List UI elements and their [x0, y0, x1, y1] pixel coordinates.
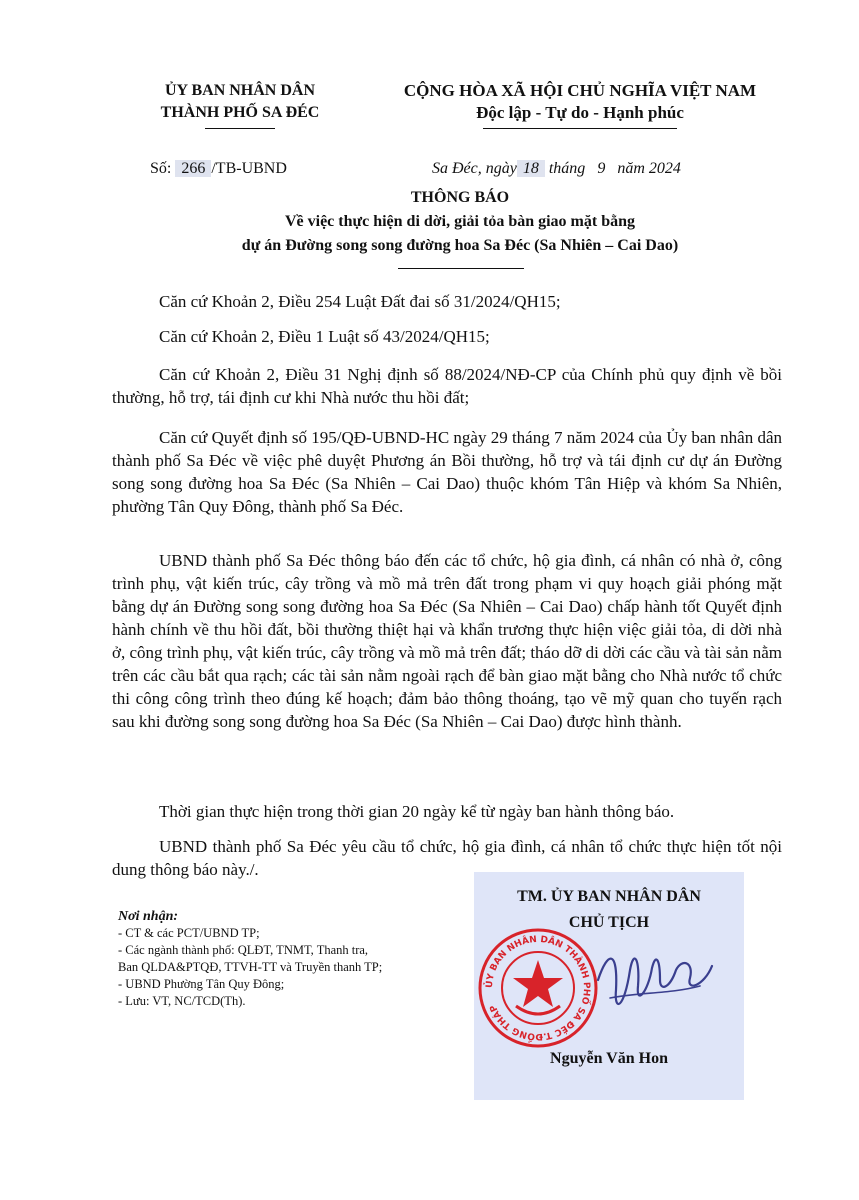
recipient-item: - Lưu: VT, NC/TCD(Th). — [118, 994, 246, 1008]
recipients-block — [118, 908, 458, 1010]
notice-title — [120, 186, 800, 258]
svg-text:ỦY BAN NHÂN DÂN THÀNH PHỐ SA Đ: ỦY BAN NHÂN DÂN THÀNH PHỐ SA ĐÉC T.ĐỒNG THÁP — [484, 934, 592, 1042]
date-day: 18 — [517, 160, 545, 177]
request-paragraph: UBND thành phố Sa Đéc yêu cầu tổ chức, hộ gia đình, cá nhân tổ chức thực hiện tốt nội dung thông báo này./. — [112, 837, 782, 879]
issuing-agency — [120, 80, 360, 124]
number-prefix: Số: — [150, 160, 172, 177]
motto-underline — [483, 128, 677, 129]
basis-paragraph-2: Căn cứ Khoản 2, Điều 1 Luật số 43/2024/QH15; — [159, 327, 490, 346]
number-suffix: /TB-UBND — [211, 160, 287, 177]
agency-line-1: ỦY BAN NHÂN DÂN — [164, 82, 316, 99]
basis-paragraph-1: Căn cứ Khoản 2, Điều 254 Luật Đất đai số 31/2024/QH15; — [159, 292, 561, 311]
title-underline — [398, 268, 524, 269]
nation-line-2: Độc lập - Tự do - Hạnh phúc — [476, 103, 684, 122]
recipient-item: - Các ngành thành phố: QLĐT, TNMT, Thanh tra, — [118, 943, 369, 957]
date-prefix: Sa Đéc, ngày — [432, 160, 517, 177]
national-motto — [370, 80, 790, 124]
notice-heading: THÔNG BÁO — [410, 189, 510, 206]
recipient-item: - UBND Phường Tân Quy Đông; — [118, 977, 285, 991]
date-year: 2024 — [648, 160, 681, 177]
signer-name: Nguyễn Văn Hon — [550, 1050, 668, 1067]
notice-subject-line-1: Về việc thực hiện di dời, giải tỏa bàn giao mặt bằng — [284, 213, 636, 230]
basis-paragraph-3: Căn cứ Khoản 2, Điều 31 Nghị định số 88/2024/NĐ-CP của Chính phủ quy định về bồi thường, hỗ trợ, tái định cư khi Nhà nước thu hồi đất; — [112, 365, 782, 407]
signature-title-line-1: TM. ỦY BAN NHÂN DÂN — [517, 888, 701, 905]
handwritten-signature-icon — [590, 940, 720, 1020]
date-month: 9 — [597, 160, 606, 177]
deadline-paragraph: Thời gian thực hiện trong thời gian 20 ngày kể từ ngày ban hành thông báo. — [159, 802, 675, 821]
basis-paragraph-4: Căn cứ Quyết định số 195/QĐ-UBND-HC ngày 29 tháng 7 năm 2024 của Ủy ban nhân dân thành phố Sa Đéc về việc phê duyệt Phương án Bồi thường, hỗ trợ và tái định cư dự án Đường song song đường hoa Sa Đéc (Sa Nhiên – Cai Dao) thuộc khóm Tân Hiệp và khóm Sa Nhiên, phường Tân Quy Đông, thành phố Sa Đéc. — [112, 428, 782, 516]
official-seal-icon — [476, 926, 600, 1050]
recipients-label: Nơi nhận: — [118, 909, 179, 924]
issue-date — [432, 160, 681, 178]
notice-main-paragraph: UBND thành phố Sa Đéc thông báo đến các tổ chức, hộ gia đình, cá nhân có nhà ở, công trình phụ, vật kiến trúc, cây trồng và mồ mả trên đất trong phạm vi quy hoạch giải phóng mặt bằng dự án Đường song song đường hoa Sa Đéc (Sa Nhiên – Cai Dao) chấp hành tốt Quyết định hành chính về thu hồi đất, bồi thường thiệt hại và khẩn trương thực hiện việc giải tỏa, di dời nhà ở, công trình phụ, vật kiến trúc, cây trồng và mồ mả trên đất; tháo dỡ di dời các cầu và tài sản nằm trên các cầu bắt qua rạch; các tài sản nằm ngoài rạch để bàn giao mặt bằng cho Nhà nước tổ chức thi công công trình theo đúng kế hoạch; đảm bảo thông thoáng, tạo vẽ mỹ quan cho tuyến rạch sau khi đường song song đường hoa Sa Đéc (Sa Nhiên – Cai Dao) được hình thành. — [112, 551, 782, 731]
date-month-label: tháng — [548, 160, 586, 177]
recipient-item: - CT & các PCT/UBND TP; — [118, 926, 260, 940]
date-year-label: năm — [617, 160, 645, 177]
notice-subject-line-2: dự án Đường song song đường hoa Sa Đéc (Sa Nhiên – Cai Dao) — [241, 237, 679, 254]
number-value: 266 — [175, 160, 211, 177]
agency-line-2: THÀNH PHỐ SA ĐÉC — [160, 104, 320, 121]
recipient-item: Ban QLDA&PTQĐ, TTVH-TT và Truyền thanh TP; — [118, 960, 383, 974]
nation-line-1: CỘNG HÒA XÃ HỘI CHỦ NGHĨA VIỆT NAM — [403, 81, 757, 100]
signature-title-line-2: CHỦ TỊCH — [568, 914, 650, 931]
agency-underline — [205, 128, 275, 129]
document-number — [150, 160, 287, 178]
